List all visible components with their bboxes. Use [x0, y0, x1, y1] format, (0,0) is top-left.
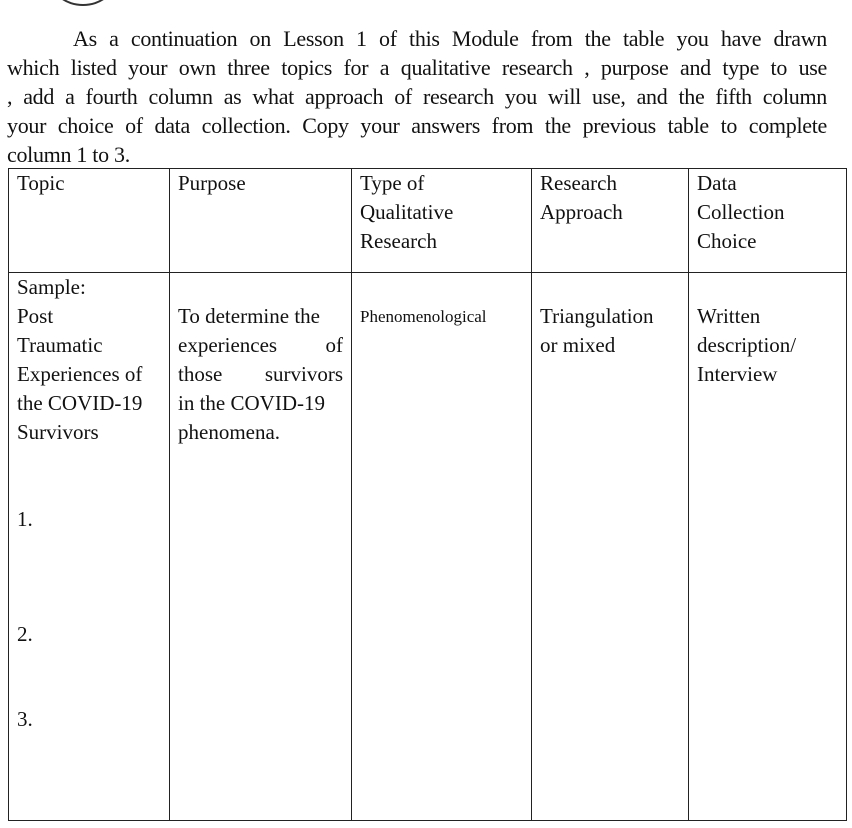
sample-data-collection-line: Interview [697, 362, 778, 386]
sample-topic-line: Traumatic [17, 333, 103, 357]
instructions-paragraph [7, 24, 827, 169]
table-body-row [9, 273, 847, 821]
instructions-line: column 1 to 3. [7, 142, 130, 167]
table-header-row [9, 169, 847, 273]
header-data-collection: Data Collection Choice [689, 169, 847, 273]
instructions-line: your choice of data collection. Copy your answers from the previous table to complete [7, 113, 827, 138]
entry-number: 2. [17, 622, 33, 646]
sample-topic-line: Post [17, 304, 54, 328]
sample-approach-line: Triangulation [540, 304, 654, 328]
research-plan-table [8, 168, 847, 821]
entry-number: 1. [17, 507, 33, 531]
sample-topic-line: the COVID-19 [17, 391, 143, 415]
sample-type: Phenomenological [360, 307, 487, 326]
sample-purpose-line: experiences of [178, 333, 343, 357]
instructions-line: As a continuation on Lesson 1 of this Module from the table you have drawn [73, 26, 827, 51]
sample-purpose-line: in the COVID-19 [178, 391, 325, 415]
entry-number: 3. [17, 707, 33, 731]
sample-purpose-line: To determine the [178, 304, 320, 328]
header-topic: Topic [9, 169, 170, 273]
header-research-approach: Research Approach [532, 169, 689, 273]
sample-data-collection-line: description/ [697, 333, 797, 357]
type-cell [352, 273, 532, 821]
purpose-cell [170, 273, 352, 821]
sample-topic-line: Experiences of [17, 362, 143, 386]
approach-cell [532, 273, 689, 821]
instructions-line: , add a fourth column as what approach of research you will use, and the fifth column [7, 84, 827, 109]
sample-topic-line: Survivors [17, 420, 99, 444]
sample-data-collection-line: Written [697, 304, 761, 328]
instructions-line: which listed your own three topics for a qualitative research , purpose and type to use [7, 55, 827, 80]
sample-purpose-line: those survivors [178, 362, 343, 386]
data-collection-cell [689, 273, 847, 821]
decorative-arc [50, 0, 116, 6]
header-purpose: Purpose [170, 169, 352, 273]
sample-purpose-line: phenomena. [178, 420, 281, 444]
header-type-of-research: Type of Qualitative Research [352, 169, 532, 273]
sample-topic-line: Sample: [17, 275, 86, 299]
sample-approach-line: or mixed [540, 333, 616, 357]
topic-cell [9, 273, 170, 821]
